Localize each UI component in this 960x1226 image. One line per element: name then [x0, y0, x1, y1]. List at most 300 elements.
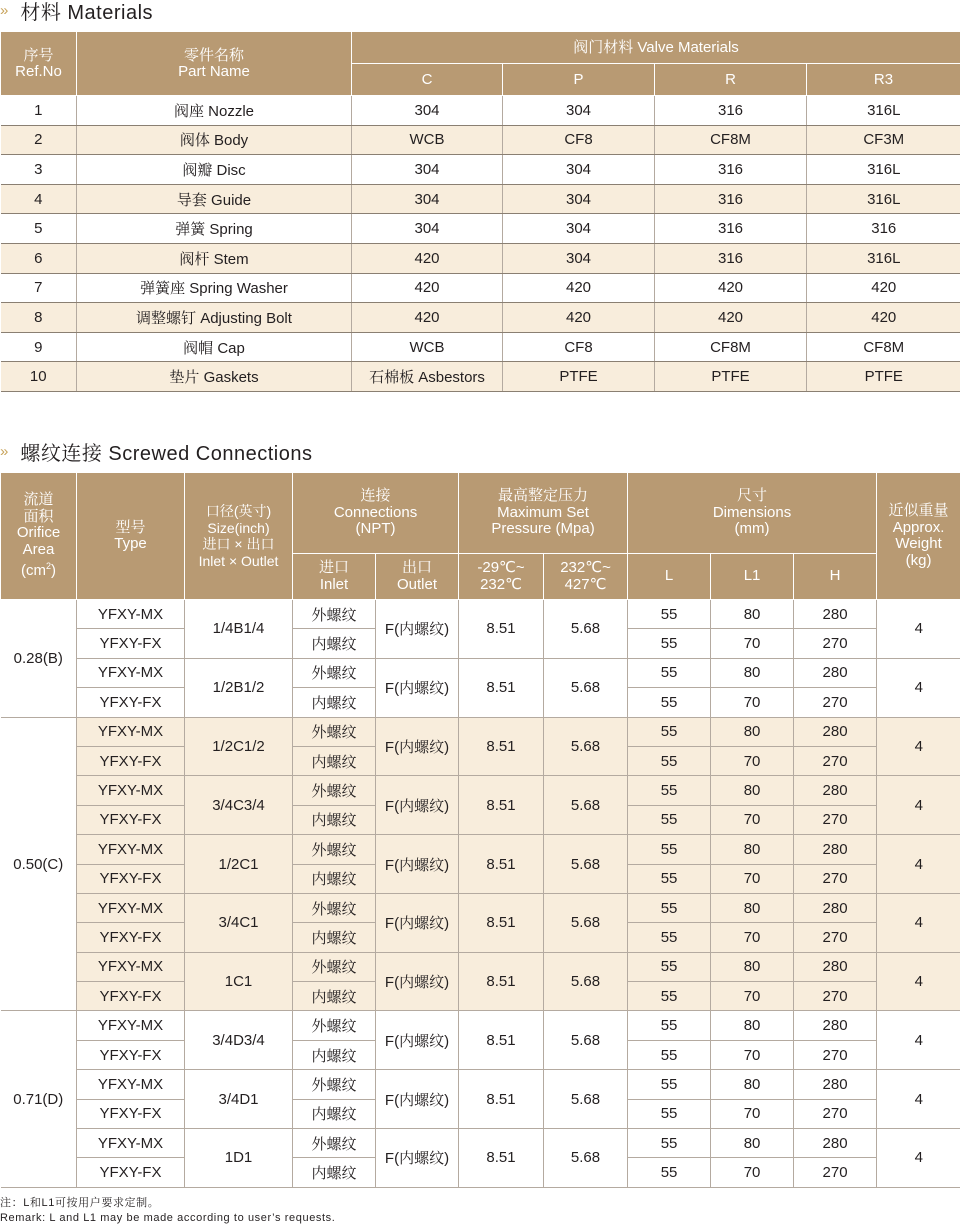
dimension-l1: 70 [711, 982, 794, 1011]
connection-row [1, 717, 960, 746]
header-type [77, 473, 185, 600]
approx-weight: 4 [877, 835, 960, 894]
dimension-l: 55 [628, 1070, 711, 1099]
model-type: YFXY-FX [77, 923, 185, 952]
material-ref: 5 [1, 214, 77, 244]
inlet-connection: 内螺纹 [293, 982, 376, 1011]
dimension-l: 55 [628, 864, 711, 893]
materials-title: 材料 Materials [20, 1, 154, 24]
material-row [1, 96, 960, 126]
screwed-title: 螺纹连接 Screwed Connections [20, 442, 313, 465]
header-col-c: C [352, 64, 503, 96]
size-inlet-outlet: 1/2B1/2 [185, 658, 293, 717]
dimension-l1: 80 [711, 658, 794, 687]
inlet-connection: 外螺纹 [293, 1129, 376, 1158]
material-part: 调整螺钉 Adjusting Bolt [77, 303, 352, 333]
outlet-connection: F(内螺纹) [376, 893, 459, 952]
connection-row [1, 1011, 960, 1040]
screwed-section-title [0, 438, 312, 464]
dimension-h: 270 [794, 923, 877, 952]
double-chevron-icon: » [0, 442, 7, 460]
dimension-h: 270 [794, 864, 877, 893]
dimension-h: 270 [794, 982, 877, 1011]
material-c: 石棉板 Asbestors [352, 362, 503, 392]
size-inlet-outlet: 3/4D3/4 [185, 1011, 293, 1070]
model-type: YFXY-FX [77, 1099, 185, 1128]
material-r: PTFE [655, 362, 807, 392]
header-ref-cn: 序号 [23, 46, 54, 64]
dimension-l1: 80 [711, 600, 794, 629]
inlet-connection: 内螺纹 [293, 746, 376, 775]
size-inlet-outlet: 1D1 [185, 1129, 293, 1188]
material-row [1, 273, 960, 303]
inlet-connection: 外螺纹 [293, 600, 376, 629]
pressure-high-temp: 5.68 [544, 952, 628, 1011]
inlet-connection: 内螺纹 [293, 1099, 376, 1128]
dimension-h: 270 [794, 629, 877, 658]
material-part: 阀杆 Stem [77, 243, 352, 273]
model-type: YFXY-FX [77, 688, 185, 717]
model-type: YFXY-MX [77, 1011, 185, 1040]
material-row [1, 362, 960, 392]
outlet-connection: F(内螺纹) [376, 1011, 459, 1070]
dimension-h: 280 [794, 835, 877, 864]
pressure-high-temp: 5.68 [544, 658, 628, 717]
dimension-l: 55 [628, 893, 711, 922]
pressure-low-temp: 8.51 [459, 1129, 544, 1188]
model-type: YFXY-MX [77, 658, 185, 687]
material-part: 弹簧 Spring [77, 214, 352, 244]
material-part: 阀帽 Cap [77, 332, 352, 362]
material-r3: 420 [807, 273, 960, 303]
inlet-connection: 内螺纹 [293, 1158, 376, 1187]
dimension-l1: 70 [711, 864, 794, 893]
pressure-low-temp: 8.51 [459, 658, 544, 717]
header-orifice-en2: Area [22, 540, 55, 558]
pressure-high-temp: 5.68 [544, 835, 628, 894]
connection-row [1, 600, 960, 629]
model-type: YFXY-MX [77, 1070, 185, 1099]
dimension-l: 55 [628, 658, 711, 687]
inlet-connection: 外螺纹 [293, 776, 376, 805]
model-type: YFXY-MX [77, 1129, 185, 1158]
dimension-l: 55 [628, 1011, 711, 1040]
header-press-t1a: -29℃~ [477, 559, 525, 576]
header-pressure [459, 473, 628, 554]
outlet-connection: F(内螺纹) [376, 717, 459, 776]
material-p: 304 [503, 184, 655, 214]
dimension-l: 55 [628, 805, 711, 834]
pressure-high-temp: 5.68 [544, 717, 628, 776]
header-size-en2: Inlet × Outlet [198, 552, 279, 569]
material-r3: 316L [807, 96, 960, 126]
connection-row [1, 776, 960, 805]
dimension-l: 55 [628, 923, 711, 952]
dimension-h: 280 [794, 952, 877, 981]
material-part: 弹簧座 Spring Washer [77, 273, 352, 303]
header-outlet [376, 554, 459, 600]
header-dim-h: H [794, 554, 877, 600]
inlet-connection: 外螺纹 [293, 658, 376, 687]
header-size-cn2: 进口 × 出口 [202, 536, 275, 552]
remark-cn: 注：L和L1可按用户要求定制。 [0, 1197, 160, 1209]
material-ref: 10 [1, 362, 77, 392]
dimension-h: 270 [794, 746, 877, 775]
inlet-connection: 内螺纹 [293, 864, 376, 893]
material-part: 导套 Guide [77, 184, 352, 214]
inlet-connection: 内螺纹 [293, 923, 376, 952]
dimension-l: 55 [628, 952, 711, 981]
orifice-unit-a: (cm [20, 562, 46, 580]
material-c: 420 [352, 243, 503, 273]
dimension-l1: 80 [711, 893, 794, 922]
model-type: YFXY-MX [77, 835, 185, 864]
double-chevron-icon: » [0, 1, 7, 19]
header-part-en: Part Name [178, 62, 250, 80]
screwed-table [0, 472, 960, 1188]
dimension-l1: 70 [711, 805, 794, 834]
size-inlet-outlet: 1/4B1/4 [185, 600, 293, 659]
size-inlet-outlet: 3/4C3/4 [185, 776, 293, 835]
model-type: YFXY-MX [77, 600, 185, 629]
header-size [185, 473, 293, 600]
model-type: YFXY-MX [77, 776, 185, 805]
pressure-low-temp: 8.51 [459, 1070, 544, 1129]
header-ref-no [1, 32, 77, 96]
dimension-l: 55 [628, 717, 711, 746]
dimension-l1: 70 [711, 1040, 794, 1069]
dimension-l: 55 [628, 776, 711, 805]
header-dim-cn: 尺寸 [737, 487, 768, 505]
remark-en: Remark: L and L1 may be made according to user’s requests. [0, 1212, 336, 1224]
pressure-low-temp: 8.51 [459, 835, 544, 894]
model-type: YFXY-MX [77, 717, 185, 746]
connection-row [1, 893, 960, 922]
material-r: CF8M [655, 332, 807, 362]
materials-section-title [0, 0, 153, 23]
size-inlet-outlet: 3/4C1 [185, 893, 293, 952]
approx-weight: 4 [877, 658, 960, 717]
material-c: 420 [352, 273, 503, 303]
dimension-h: 280 [794, 1070, 877, 1099]
materials-body [1, 96, 960, 392]
material-ref: 3 [1, 155, 77, 185]
material-r: CF8M [655, 125, 807, 155]
dimension-h: 280 [794, 1129, 877, 1158]
material-p: 304 [503, 214, 655, 244]
header-dim-l1: L1 [711, 554, 794, 600]
approx-weight: 4 [877, 1129, 960, 1188]
dimension-h: 270 [794, 1040, 877, 1069]
orifice-unit-sup: 2 [45, 561, 51, 572]
connection-row [1, 835, 960, 864]
dimension-l1: 80 [711, 1011, 794, 1040]
header-valve-materials: 阀门材料 Valve Materials [352, 32, 960, 64]
header-type-cn: 型号 [115, 518, 146, 536]
material-row [1, 303, 960, 333]
header-size-en: Size(inch) [207, 519, 270, 536]
material-r: 316 [655, 243, 807, 273]
inlet-connection: 外螺纹 [293, 893, 376, 922]
header-weight-unit: (kg) [905, 551, 932, 569]
material-r3: CF3M [807, 125, 960, 155]
pressure-low-temp: 8.51 [459, 717, 544, 776]
approx-weight: 4 [877, 952, 960, 1011]
outlet-connection: F(内螺纹) [376, 1129, 459, 1188]
header-orifice-cn1: 流道 [23, 491, 54, 509]
model-type: YFXY-FX [77, 805, 185, 834]
header-col-r3: R3 [807, 64, 960, 96]
material-p: 304 [503, 96, 655, 126]
header-conn-en: Connections [333, 503, 418, 521]
header-press-t1 [459, 554, 544, 600]
material-p: 420 [503, 303, 655, 333]
material-row [1, 184, 960, 214]
dimension-l: 55 [628, 835, 711, 864]
dimension-l: 55 [628, 1040, 711, 1069]
approx-weight: 4 [877, 776, 960, 835]
header-press-en1: Maximum Set [497, 503, 589, 521]
material-row [1, 243, 960, 273]
material-r: 316 [655, 96, 807, 126]
connection-row [1, 952, 960, 981]
material-c: 304 [352, 214, 503, 244]
dimension-h: 280 [794, 717, 877, 746]
screwed-body [1, 600, 960, 1188]
size-inlet-outlet: 1C1 [185, 952, 293, 1011]
header-press-t2b: 427℃ [564, 575, 607, 593]
dimension-l: 55 [628, 688, 711, 717]
dimension-h: 280 [794, 658, 877, 687]
dimension-l1: 70 [711, 688, 794, 717]
dimension-l1: 80 [711, 1070, 794, 1099]
approx-weight: 4 [877, 1011, 960, 1070]
dimension-l1: 70 [711, 746, 794, 775]
remark [0, 1196, 335, 1226]
header-weight-cn: 近似重量 [888, 502, 949, 519]
material-ref: 2 [1, 125, 77, 155]
pressure-high-temp: 5.68 [544, 1070, 628, 1129]
material-row [1, 332, 960, 362]
dimension-l1: 80 [711, 1129, 794, 1158]
material-ref: 7 [1, 273, 77, 303]
material-p: CF8 [503, 125, 655, 155]
dimension-l: 55 [628, 1099, 711, 1128]
header-col-r: R [655, 64, 807, 96]
outlet-connection: F(内螺纹) [376, 776, 459, 835]
header-dim-l: L [628, 554, 711, 600]
material-r: 420 [655, 303, 807, 333]
material-r: 420 [655, 273, 807, 303]
header-weight [877, 473, 960, 600]
material-ref: 6 [1, 243, 77, 273]
dimension-l: 55 [628, 1158, 711, 1187]
material-r: 316 [655, 155, 807, 185]
header-col-p: P [503, 64, 655, 96]
header-type-en: Type [114, 535, 147, 552]
material-c: 304 [352, 184, 503, 214]
header-weight-en1: Approx. [892, 518, 945, 536]
orifice-unit-b: ) [51, 562, 56, 580]
dimension-h: 270 [794, 688, 877, 717]
header-part-name [77, 32, 352, 96]
material-r3: 316 [807, 214, 960, 244]
header-dim-en: Dimensions [712, 503, 792, 521]
approx-weight: 4 [877, 1070, 960, 1129]
material-p: CF8 [503, 332, 655, 362]
material-c: WCB [352, 332, 503, 362]
material-part: 垫片 Gaskets [77, 362, 352, 392]
dimension-h: 280 [794, 600, 877, 629]
connection-row [1, 1129, 960, 1158]
pressure-low-temp: 8.51 [459, 1011, 544, 1070]
dimension-h: 270 [794, 805, 877, 834]
header-press-t1b: 232℃ [480, 575, 522, 593]
material-r3: PTFE [807, 362, 960, 392]
material-c: 304 [352, 155, 503, 185]
dimension-l1: 80 [711, 952, 794, 981]
material-row [1, 155, 960, 185]
pressure-high-temp: 5.68 [544, 893, 628, 952]
inlet-connection: 外螺纹 [293, 952, 376, 981]
model-type: YFXY-MX [77, 893, 185, 922]
material-ref: 8 [1, 303, 77, 333]
model-type: YFXY-MX [77, 952, 185, 981]
model-type: YFXY-FX [77, 982, 185, 1011]
material-c: WCB [352, 125, 503, 155]
material-p: 304 [503, 243, 655, 273]
header-outlet-en: Outlet [396, 575, 438, 593]
inlet-connection: 内螺纹 [293, 805, 376, 834]
pressure-high-temp: 5.68 [544, 1011, 628, 1070]
pressure-high-temp: 5.68 [544, 600, 628, 659]
outlet-connection: F(内螺纹) [376, 835, 459, 894]
size-inlet-outlet: 1/2C1/2 [185, 717, 293, 776]
material-r3: 316L [807, 243, 960, 273]
pressure-low-temp: 8.51 [459, 776, 544, 835]
material-row [1, 125, 960, 155]
dimension-h: 270 [794, 1158, 877, 1187]
dimension-h: 270 [794, 1099, 877, 1128]
pressure-low-temp: 8.51 [459, 952, 544, 1011]
connection-row [1, 1070, 960, 1099]
material-p: 304 [503, 155, 655, 185]
connection-row [1, 658, 960, 687]
dimension-h: 280 [794, 893, 877, 922]
header-dim-unit: (mm) [734, 520, 770, 538]
size-inlet-outlet: 1/2C1 [185, 835, 293, 894]
size-inlet-outlet: 3/4D1 [185, 1070, 293, 1129]
header-connections [293, 473, 459, 554]
header-press-t2 [544, 554, 628, 600]
approx-weight: 4 [877, 717, 960, 776]
pressure-low-temp: 8.51 [459, 893, 544, 952]
orifice-area: 0.28(B) [1, 600, 77, 718]
header-size-cn: 口径(英寸) [205, 503, 272, 519]
outlet-connection: F(内螺纹) [376, 952, 459, 1011]
material-ref: 1 [1, 96, 77, 126]
header-part-cn: 零件名称 [183, 46, 244, 64]
dimension-l1: 80 [711, 717, 794, 746]
material-r: 316 [655, 214, 807, 244]
dimension-l: 55 [628, 746, 711, 775]
inlet-connection: 外螺纹 [293, 835, 376, 864]
header-orifice-area [1, 473, 77, 600]
inlet-connection: 外螺纹 [293, 717, 376, 746]
dimension-h: 280 [794, 776, 877, 805]
approx-weight: 4 [877, 893, 960, 952]
dimension-l1: 80 [711, 776, 794, 805]
pressure-high-temp: 5.68 [544, 1129, 628, 1188]
orifice-area: 0.71(D) [1, 1011, 77, 1187]
model-type: YFXY-FX [77, 629, 185, 658]
header-weight-en2: Weight [895, 535, 942, 552]
material-r3: 316L [807, 184, 960, 214]
dimension-h: 280 [794, 1011, 877, 1040]
material-r3: CF8M [807, 332, 960, 362]
header-outlet-cn: 出口 [402, 559, 433, 576]
header-dimensions [628, 473, 877, 554]
material-ref: 4 [1, 184, 77, 214]
header-inlet-cn: 进口 [318, 559, 349, 576]
header-inlet [293, 554, 376, 600]
material-p: PTFE [503, 362, 655, 392]
header-orifice-en1: Orifice [16, 524, 61, 542]
material-c: 304 [352, 96, 503, 126]
material-part: 阀瓣 Disc [77, 155, 352, 185]
material-ref: 9 [1, 332, 77, 362]
header-orifice-cn2: 面积 [23, 507, 54, 525]
material-c: 420 [352, 303, 503, 333]
outlet-connection: F(内螺纹) [376, 600, 459, 659]
material-part: 阀座 Nozzle [77, 96, 352, 126]
orifice-area: 0.50(C) [1, 717, 77, 1011]
header-orifice-unit [1, 558, 76, 580]
material-part: 阀体 Body [77, 125, 352, 155]
material-r: 316 [655, 184, 807, 214]
model-type: YFXY-FX [77, 746, 185, 775]
outlet-connection: F(内螺纹) [376, 1070, 459, 1129]
model-type: YFXY-FX [77, 1040, 185, 1069]
approx-weight: 4 [877, 600, 960, 659]
dimension-l1: 70 [711, 1158, 794, 1187]
header-ref-en: Ref.No [15, 62, 62, 80]
inlet-connection: 内螺纹 [293, 1040, 376, 1069]
dimension-l: 55 [628, 629, 711, 658]
dimension-l1: 70 [711, 629, 794, 658]
header-press-en2: Pressure (Mpa) [491, 520, 595, 538]
header-press-cn: 最高整定压力 [498, 487, 589, 505]
header-conn-cn: 连接 [360, 487, 391, 505]
dimension-l1: 80 [711, 835, 794, 864]
header-conn-npt: (NPT) [355, 520, 396, 538]
dimension-l: 55 [628, 600, 711, 629]
inlet-connection: 内螺纹 [293, 629, 376, 658]
inlet-connection: 外螺纹 [293, 1070, 376, 1099]
materials-table [0, 31, 960, 392]
material-r3: 420 [807, 303, 960, 333]
material-p: 420 [503, 273, 655, 303]
pressure-high-temp: 5.68 [544, 776, 628, 835]
material-row [1, 214, 960, 244]
inlet-connection: 内螺纹 [293, 688, 376, 717]
dimension-l1: 70 [711, 923, 794, 952]
dimension-l: 55 [628, 982, 711, 1011]
inlet-connection: 外螺纹 [293, 1011, 376, 1040]
header-inlet-en: Inlet [319, 575, 349, 593]
dimension-l1: 70 [711, 1099, 794, 1128]
dimension-l: 55 [628, 1129, 711, 1158]
